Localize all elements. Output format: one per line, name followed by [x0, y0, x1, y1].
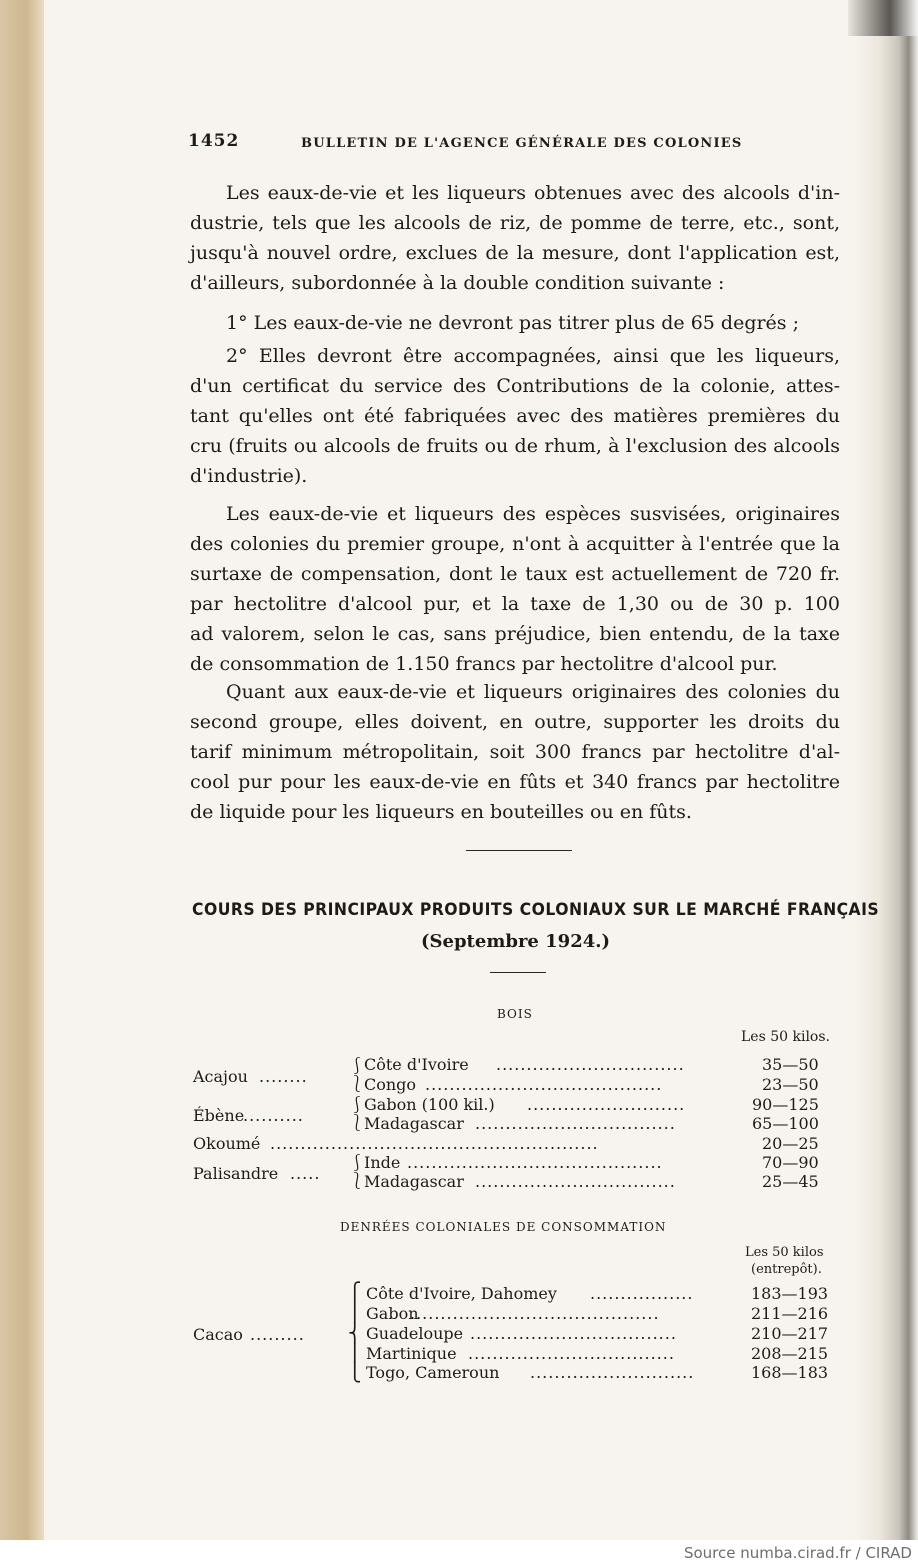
brace: ⎱	[349, 1171, 366, 1190]
leader-dots: .................................	[475, 1114, 676, 1133]
price: 25—45	[762, 1172, 819, 1191]
brace: ⎰	[349, 1056, 366, 1075]
origin: Guadeloupe	[366, 1324, 464, 1343]
section-subtitle: (Septembre 1924.)	[421, 931, 611, 952]
table-unit: Les 50 kilos	[745, 1245, 824, 1260]
paragraph-line: d'ailleurs, subordonnée à la double condition suivante :	[190, 272, 725, 294]
page-corner-shadow	[848, 0, 918, 36]
origin: Gabon	[366, 1304, 419, 1323]
paragraph-line: d'un certificat du service des Contributions de la colonie, attes-	[190, 375, 840, 397]
product-name: Cacao	[193, 1325, 243, 1344]
table-heading-denrees: DENRÉES COLONIALES DE CONSOMMATION	[340, 1220, 667, 1234]
paragraph-line: cru (fruits ou alcools de fruits ou de rhum, à l'exclusion des alcools	[190, 435, 840, 457]
price: 183—193	[751, 1284, 829, 1303]
subtitle-rule	[490, 972, 546, 973]
paragraph-line: 1° Les eaux-de-vie ne devront pas titrer plus de 65 degrés ;	[226, 312, 799, 334]
table-heading-bois: BOIS	[497, 1007, 533, 1021]
price: 35—50	[762, 1055, 819, 1074]
brace: ⎱	[349, 1113, 366, 1132]
leader-dots: .....	[290, 1164, 321, 1183]
brace: ⎩	[348, 1362, 362, 1383]
price: 20—25	[762, 1134, 819, 1153]
running-title: BULLETIN DE L'AGENCE GÉNÉRALE DES COLONIES	[301, 136, 743, 151]
paragraph-line: tarif minimum métropolitain, soit 300 francs par hectolitre d'al-	[190, 741, 840, 763]
leader-dots: .........	[250, 1325, 305, 1344]
paragraph-line: tant qu'elles ont été fabriquées avec des matières premières du	[190, 405, 840, 427]
leader-dots: ..........................	[527, 1095, 686, 1114]
paragraph-line: surtaxe de compensation, dont le taux est actuellement de 720 fr.	[190, 563, 840, 585]
section-title: COURS DES PRINCIPAUX PRODUITS COLONIAUX SUR LE MARCHÉ FRANÇAIS	[192, 900, 880, 920]
table-unit: Les 50 kilos.	[741, 1029, 830, 1045]
origin: Côte d'Ivoire, Dahomey	[366, 1284, 557, 1303]
price: 23—50	[762, 1075, 819, 1094]
origin: Inde	[364, 1153, 401, 1172]
leader-dots: ..................................	[470, 1324, 677, 1343]
brace: ⎰	[349, 1095, 366, 1114]
leader-dots: .................	[590, 1284, 694, 1303]
paragraph-line: dustrie, tels que les alcools de riz, de pomme de terre, etc., sont,	[190, 212, 840, 234]
paragraph-line: par hectolitre d'alcool pur, et la taxe de 1,30 ou de 30 p. 100	[190, 593, 840, 615]
origin: Martinique	[366, 1344, 457, 1363]
paragraph-line: ad valorem, selon le cas, sans préjudice, bien entendu, de la taxe	[190, 623, 840, 645]
brace: ⎪	[348, 1303, 362, 1324]
table-unit: (entrepôt).	[751, 1262, 822, 1277]
leader-dots: ..........................................	[407, 1153, 663, 1172]
origin: Togo, Cameroun	[366, 1363, 500, 1382]
paragraph-line: cool pur pour les eaux-de-vie en fûts et 340 francs par hectolitre	[190, 771, 840, 793]
paragraph-line: Les eaux-de-vie et liqueurs des espèces susvisées, originaires	[226, 503, 840, 525]
price: 210—217	[751, 1324, 829, 1343]
brace: ⎪	[348, 1343, 362, 1364]
brace: ⎰	[349, 1153, 366, 1172]
paragraph-line: de consommation de 1.150 francs par hectolitre d'alcool pur.	[190, 653, 778, 675]
section-divider	[466, 850, 572, 851]
paragraph-line: 2° Elles devront être accompagnées, ainsi que les liqueurs,	[226, 345, 840, 367]
paragraph-line: Les eaux-de-vie et les liqueurs obtenues avec des alcools d'in-	[226, 182, 840, 204]
product-name: Acajou	[193, 1067, 248, 1086]
leader-dots: .................................	[475, 1172, 676, 1191]
price: 70—90	[762, 1153, 819, 1172]
leader-dots: ......................................................	[270, 1134, 599, 1153]
brace: ⎨	[348, 1323, 362, 1344]
leader-dots: ........	[259, 1067, 308, 1086]
paragraph-line: de liquide pour les liqueurs en bouteilles ou en fûts.	[190, 801, 692, 823]
page-number: 1452	[188, 131, 240, 151]
price: 65—100	[752, 1114, 819, 1133]
book-spine-edge	[0, 0, 44, 1540]
paragraph-line: jusqu'à nouvel ordre, exclues de la mesure, dont l'application est,	[190, 242, 840, 264]
paragraph-line: d'industrie).	[190, 465, 308, 487]
origin: Madagascar	[364, 1172, 464, 1191]
paragraph-line: Quant aux eaux-de-vie et liqueurs originaires des colonies du	[226, 681, 840, 703]
leader-dots: .......................................	[425, 1075, 663, 1094]
price: 90—125	[752, 1095, 819, 1114]
leader-dots: ..................................	[468, 1344, 675, 1363]
product-name: Ébène	[193, 1106, 245, 1125]
leader-dots: .........................................	[410, 1304, 660, 1323]
paragraph-line: second groupe, elles doivent, en outre, supporter les droits du	[190, 711, 840, 733]
source-credit: Source numba.cirad.fr / CIRAD	[683, 1544, 912, 1562]
brace: ⎧	[348, 1282, 362, 1303]
origin: Côte d'Ivoire	[364, 1055, 469, 1074]
origin: Gabon (100 kil.)	[364, 1095, 495, 1114]
origin: Congo	[364, 1075, 417, 1094]
origin: Madagascar	[364, 1114, 464, 1133]
leader-dots: ...........................	[530, 1363, 695, 1382]
brace: ⎱	[349, 1074, 366, 1093]
leader-dots: ...............................	[496, 1055, 685, 1074]
price: 211—216	[751, 1304, 829, 1323]
product-name: Palisandre	[193, 1164, 279, 1183]
price: 168—183	[751, 1363, 829, 1382]
page-right-edge	[854, 0, 918, 1540]
paragraph-line: des colonies du premier groupe, n'ont à acquitter à l'entrée que la	[190, 533, 840, 555]
leader-dots: ..........	[243, 1106, 304, 1125]
product-name: Okoumé	[193, 1134, 261, 1153]
price: 208—215	[751, 1344, 829, 1363]
